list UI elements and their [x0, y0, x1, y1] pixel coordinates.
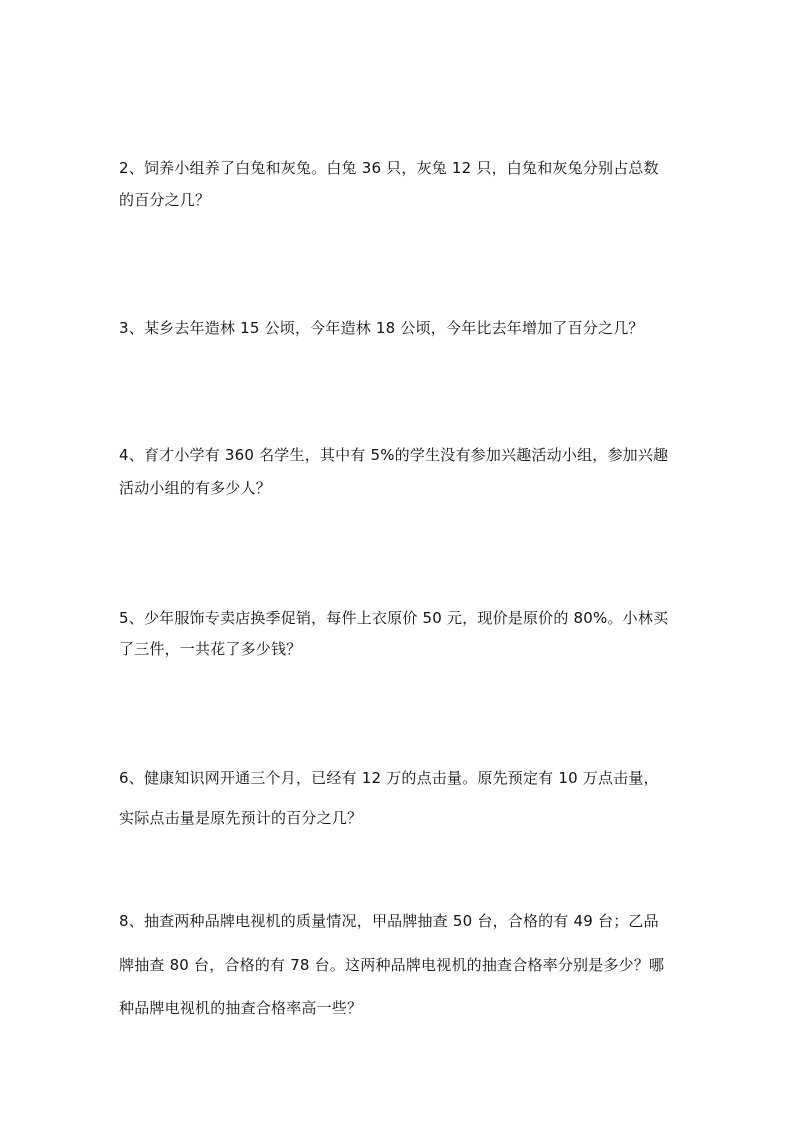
problem-2-line-2: 的百分之几？ — [119, 191, 211, 209]
problem-5-line-1: 5、少年服饰专卖店换季促销，每件上衣原价 50 元，现价是原价的 80%。小林买 — [119, 609, 669, 627]
problem-2-line-1: 2、饲养小组养了白兔和灰兔。白兔 36 只，灰兔 12 只，白兔和灰兔分别占总数 — [119, 159, 659, 177]
problem-6-line-1: 6、健康知识网开通三个月，已经有 12 万的点击量。原先预定有 10 万点击量， — [119, 769, 659, 787]
problem-4-line-1: 4、育才小学有 360 名学生，其中有 5%的学生没有参加兴趣活动小组，参加兴趣 — [119, 446, 669, 464]
problem-5-line-2: 了三件，一共花了多少钱？ — [119, 640, 302, 658]
problem-6-line-2: 实际点击量是原先预计的百分之几？ — [119, 809, 363, 827]
problem-3-line-1: 3、某乡去年造林 15 公顷，今年造林 18 公顷，今年比去年增加了百分之几？ — [119, 319, 644, 337]
problem-8-line-2: 牌抽查 80 台，合格的有 78 台。这两种品牌电视机的抽查合格率分别是多少？哪 — [119, 956, 665, 974]
problem-8-line-3: 种品牌电视机的抽查合格率高一些？ — [119, 999, 363, 1017]
problem-8-line-1: 8、抽查两种品牌电视机的质量情况，甲品牌抽查 50 台，合格的有 49 台；乙品 — [119, 912, 659, 930]
problem-4-line-2: 活动小组的有多少人？ — [119, 479, 272, 497]
